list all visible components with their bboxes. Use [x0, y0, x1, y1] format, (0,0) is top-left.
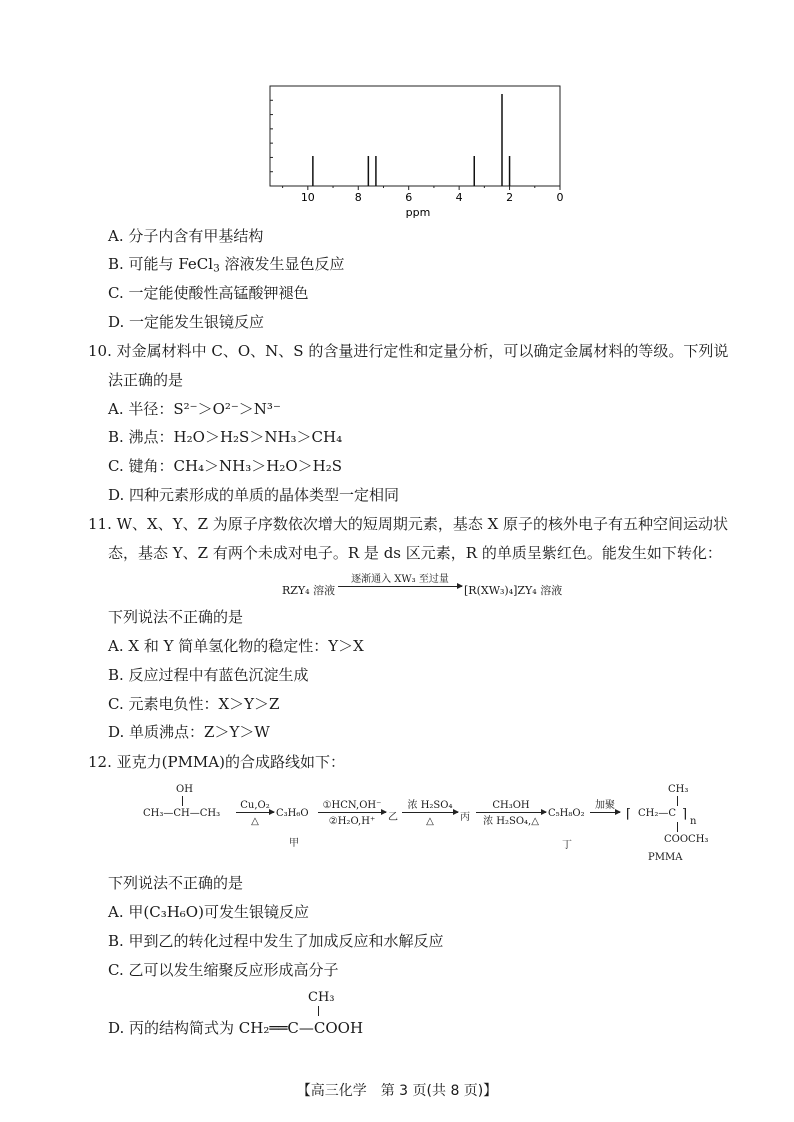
nmr-x-tick-label: 4	[455, 191, 463, 204]
q12-arrow-3	[402, 800, 458, 830]
q12-arrow-3-bottom: △	[426, 816, 434, 827]
q11-option-d: D. 单质沸点：Z＞Y＞W	[108, 723, 270, 741]
q12-label-jia: 甲	[289, 838, 299, 849]
q9-option-c: C. 一定能使酸性高锰酸钾褪色	[108, 284, 309, 302]
q9-option-b-sub: 3	[213, 262, 220, 275]
q12-arrow-2-top: ①HCN,OH⁻	[322, 800, 382, 811]
page-footer: 【高三化学 第 3 页(共 8 页)】	[296, 1083, 498, 1099]
q12-pmma-backbone: CH₂—C	[638, 808, 677, 819]
q12-arrow-4-top: CH₃OH	[492, 800, 530, 811]
q12-pmma-n: n	[690, 816, 697, 827]
q12-option-b: B. 甲到乙的转化过程中发生了加成反应和水解反应	[108, 932, 444, 950]
nmr-x-tick-label: 0	[556, 191, 564, 204]
q10-option-c: C. 键角：CH₄＞NH₃＞H₂O＞H₂S	[108, 457, 343, 475]
q11-option-a: A. X 和 Y 简单氢化物的稳定性：Y＞X	[108, 637, 364, 655]
nmr-x-tick-label: 6	[405, 191, 413, 204]
q12-pmma-bracket-right: ⌉	[682, 807, 688, 822]
q11-ask: 下列说法不正确的是	[108, 608, 244, 626]
q12-compound-bing: 丙	[460, 812, 470, 823]
nmr-x-tick-label: 2	[506, 191, 514, 204]
q10-option-a: A. 半径：S²⁻＞O²⁻＞N³⁻	[108, 400, 281, 418]
q10-option-d: D. 四种元素形成的单质的晶体类型一定相同	[108, 486, 400, 504]
q11-stem-line2: 态，基态 Y、Z 有两个未成对电子。R 是 ds 区元素，R 的单质呈紫红色。能发生如下转化：	[108, 544, 722, 562]
q12-arrow-5	[590, 800, 620, 830]
q12-label-ding: 丁	[562, 840, 572, 851]
q12-pmma-bracket-left: ⌈	[626, 807, 632, 822]
q12-option-d-methyl: CH₃	[308, 990, 335, 1005]
q11-arrow-condition: 逐渐通入 XW₃ 至过量	[351, 574, 449, 585]
q9-option-d: D. 一定能发生银镜反应	[108, 313, 265, 331]
q12-arrow-1-top: Cu,O₂	[240, 800, 270, 811]
q12-option-d-prefix: D. 丙的结构简式为	[108, 1019, 239, 1037]
q12-option-a: A. 甲(C₃H₆O)可发生银镜反应	[108, 903, 309, 921]
q12-option-c: C. 乙可以发生缩聚反应形成高分子	[108, 961, 339, 979]
q11-option-b: B. 反应过程中有蓝色沉淀生成	[108, 666, 309, 684]
q11-stem-line1: 11. W、X、Y、Z 为原子序数依次增大的短周期元素，基态 X 原子的核外电子有五种空间运动状	[88, 515, 729, 533]
q10-option-b: B. 沸点：H₂O＞H₂S＞NH₃＞CH₄	[108, 428, 343, 446]
q12-compound-jia: C₃H₆O	[276, 808, 309, 819]
q12-compound-ding: C₅H₈O₂	[548, 808, 585, 819]
q11-product: [R(XW₃)₄]ZY₄ 溶液	[464, 584, 563, 597]
q9-option-a: A. 分子内含有甲基结构	[108, 227, 264, 245]
q12-pmma-label: PMMA	[648, 852, 683, 863]
q12-arrow-4-bottom: 浓 H₂SO₄,△	[483, 816, 539, 827]
q12-arrow-1-bottom: △	[251, 816, 259, 827]
q12-arrow-5-top: 加聚	[595, 800, 615, 811]
nmr-spectrum-chart	[262, 82, 567, 220]
q12-arrow-4	[476, 800, 546, 830]
q9-option-b	[108, 254, 345, 274]
q10-stem-line1: 10. 对金属材料中 C、O、N、S 的含量进行定性和定量分析，可以确定金属材料的等级。下列说	[88, 342, 729, 360]
q11-option-c: C. 元素电负性：X＞Y＞Z	[108, 695, 280, 713]
q12-pmma-ester: COOCH₃	[664, 834, 709, 845]
q12-stem: 12. 亚克力(PMMA)的合成路线如下：	[88, 753, 345, 771]
nmr-x-tick-label: 10	[300, 191, 315, 204]
q12-option-d-formula: CH₂══C—COOH	[238, 1019, 364, 1037]
q9-option-b-post: 溶液发生显色反应	[219, 255, 345, 273]
q11-reactant: RZY₄ 溶液	[282, 584, 336, 597]
q12-arrow-2	[318, 800, 386, 830]
q12-start-oh: OH	[176, 784, 193, 795]
q9-option-b-pre: B. 可能与 FeCl	[108, 255, 214, 273]
nmr-axis-label: ppm	[405, 206, 431, 219]
q12-start-material: CH₃—CH—CH₃	[143, 808, 221, 819]
q12-pmma-methyl: CH₃	[668, 784, 689, 795]
q10-stem-line2: 法正确的是	[108, 371, 184, 389]
q12-option-d	[108, 1018, 363, 1038]
q12-arrow-1	[236, 800, 274, 830]
q12-arrow-3-top: 浓 H₂SO₄	[407, 800, 453, 811]
q11-reaction-arrow	[338, 574, 462, 602]
q12-ask: 下列说法不正确的是	[108, 874, 244, 892]
q12-arrow-2-bottom: ②H₂O,H⁺	[328, 816, 376, 827]
nmr-x-tick-label: 8	[354, 191, 362, 204]
q12-compound-yi: 乙	[388, 812, 398, 823]
